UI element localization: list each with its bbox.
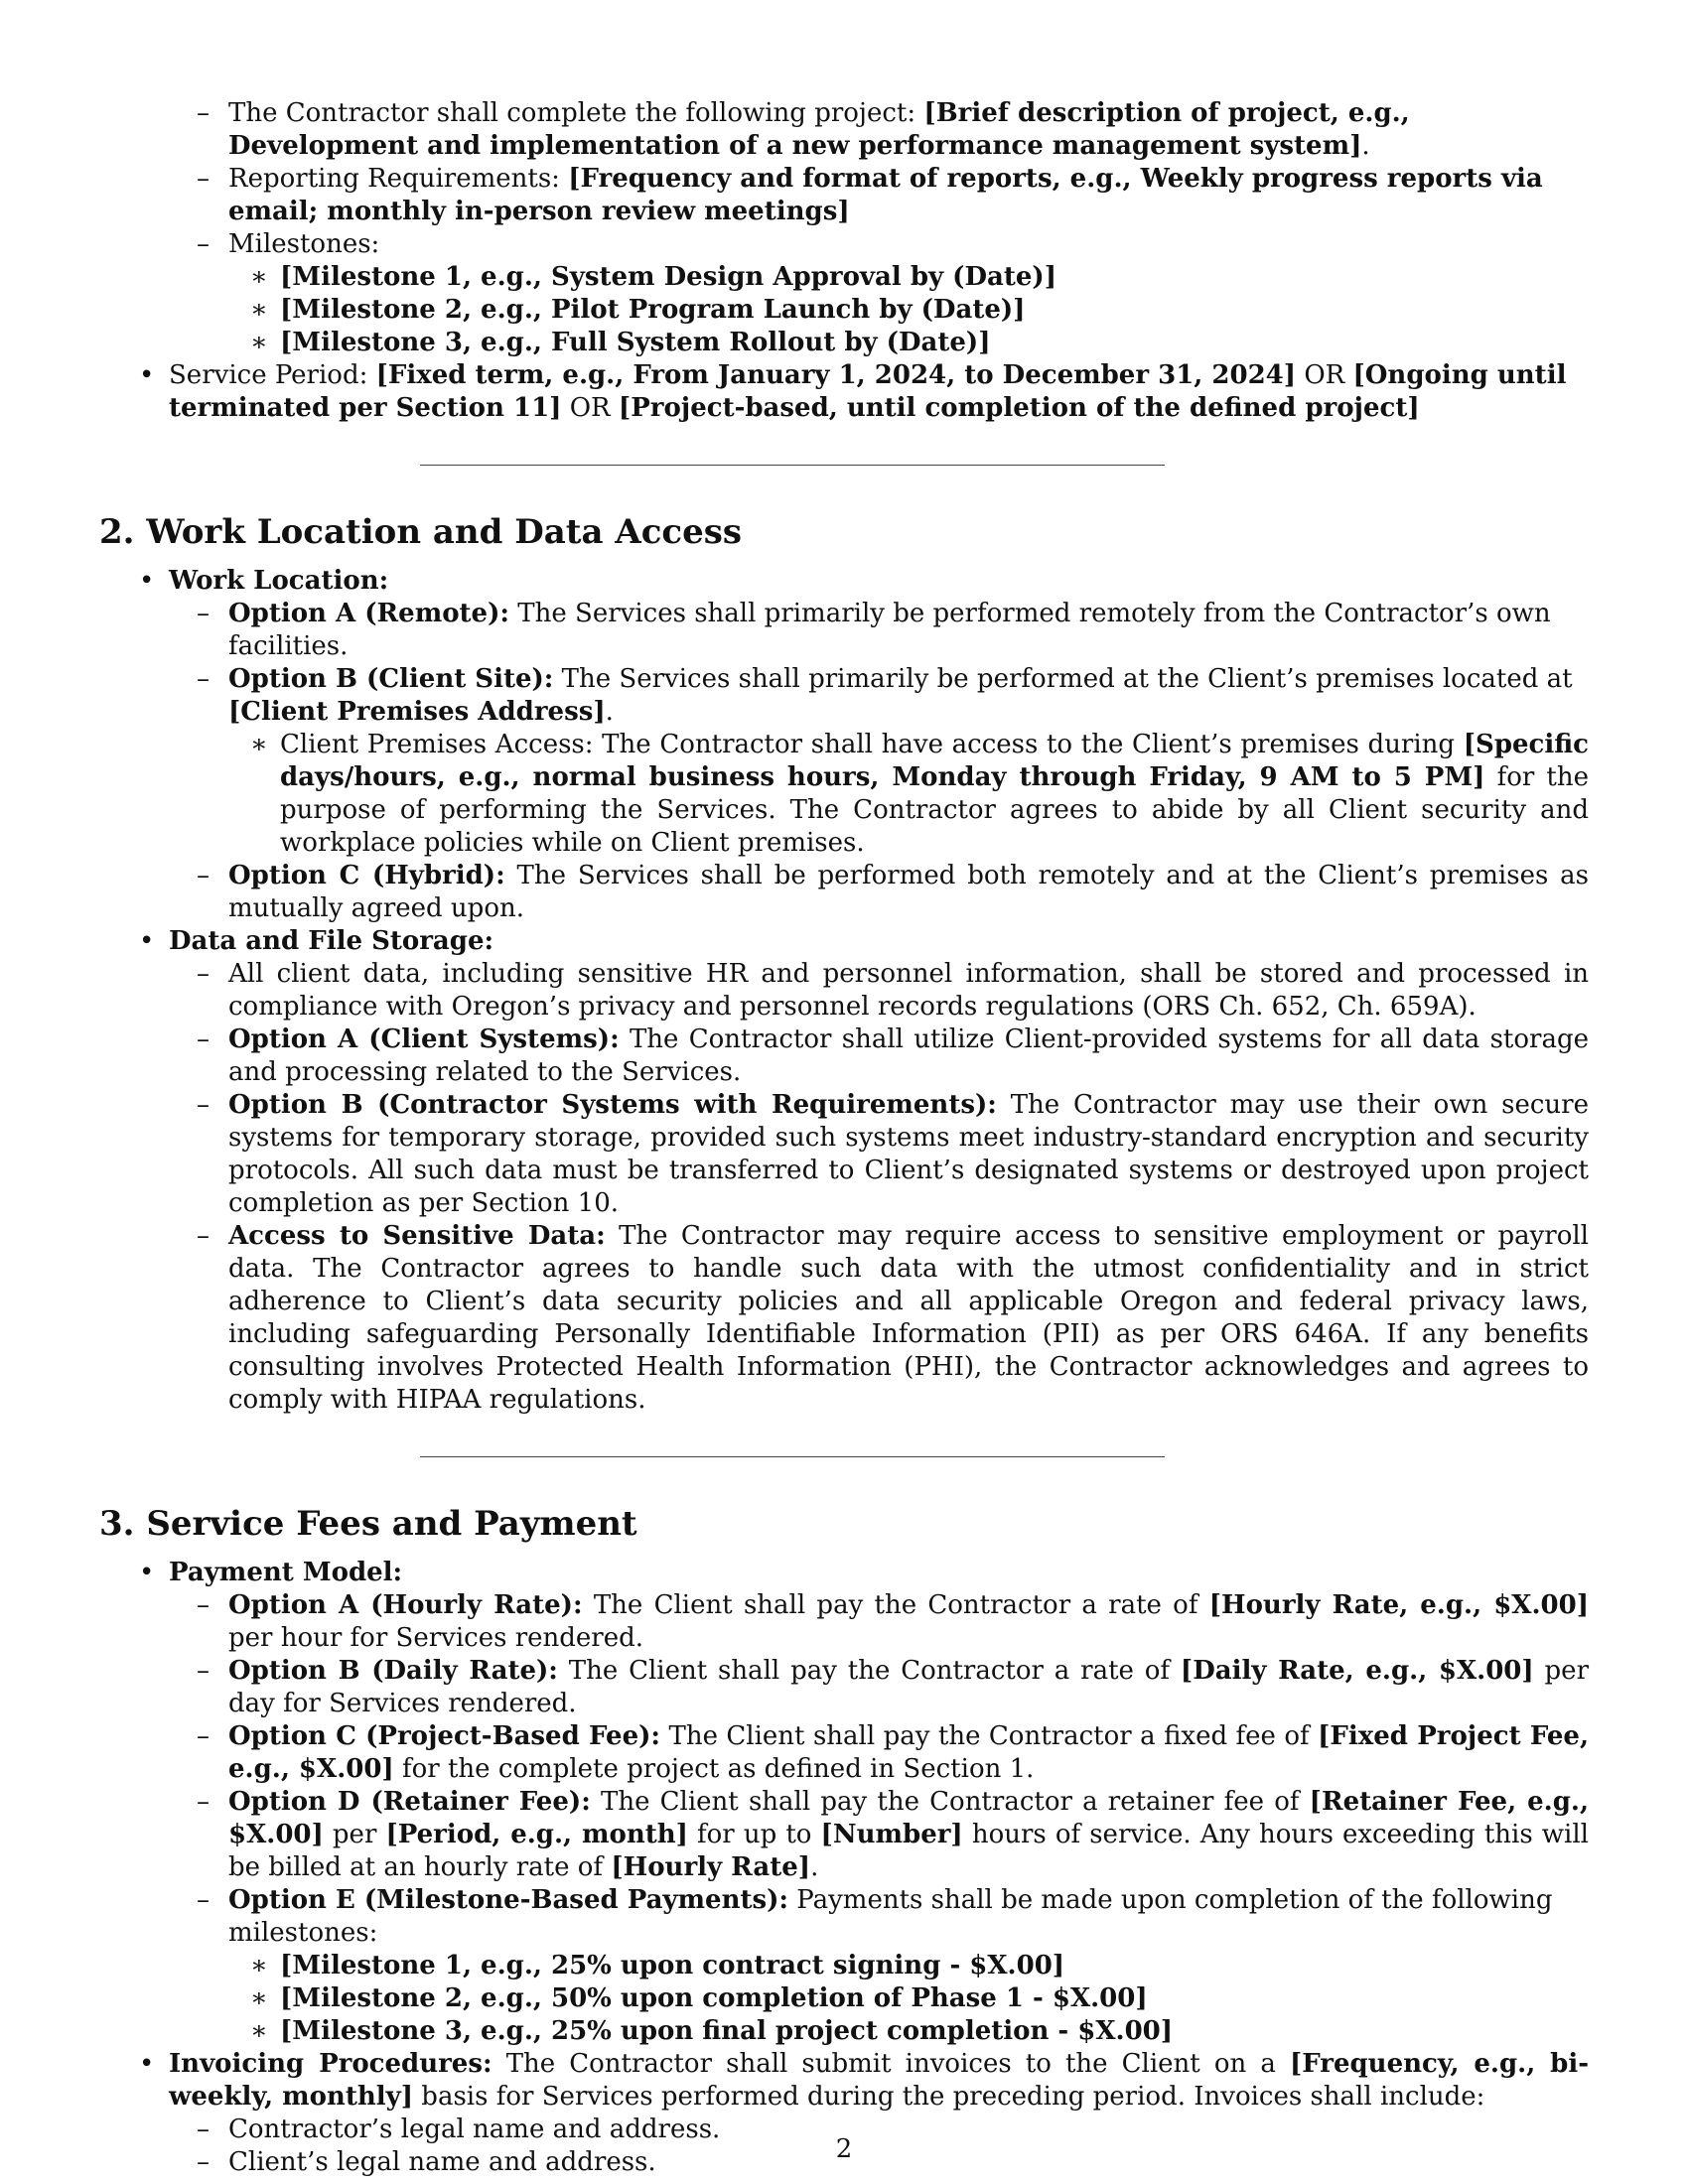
rate-placeholder: [Hourly Rate, e.g., $X.00] — [1208, 1590, 1589, 1620]
milestone-text: [Milestone 2, e.g., 50% upon completion of Phase 1 - $X.00] — [280, 1983, 1148, 2013]
invoicing-label: Invoicing Procedures: — [169, 2049, 492, 2079]
dash-marker: – — [197, 229, 210, 259]
page-number: 2 — [835, 2134, 853, 2164]
option-label: Option B (Client Site): — [228, 664, 554, 694]
milestones-item — [99, 228, 1589, 261]
star-marker: ∗ — [250, 295, 268, 325]
star-marker: ∗ — [250, 262, 268, 292]
payment-milestone — [99, 1950, 1589, 1982]
star-marker: ∗ — [250, 328, 268, 357]
option-end: . — [810, 1852, 819, 1882]
option-label: Access to Sensitive Data: — [228, 1221, 606, 1251]
work-option-a — [99, 598, 1589, 663]
option-text: hours of service. Any hours exceeding this will be billed at an hourly rate of — [228, 1820, 1589, 1882]
option-label: Option C (Project-Based Fee): — [228, 1721, 661, 1751]
option-label: Option E (Milestone-Based Payments): — [228, 1885, 789, 1915]
project-placeholder: [Brief description of project, e.g., Development and implementation of a new performance management system] — [228, 98, 1410, 161]
option-text: The Services shall be performed both remotely and at the Client’s premises as mutually agreed upon. — [228, 861, 1589, 923]
project-item — [99, 97, 1589, 163]
bullet-marker: • — [139, 926, 155, 956]
retainer-placeholder: [Retainer Fee, e.g., $X.00] — [228, 1787, 1590, 1849]
page-content — [99, 97, 1589, 2179]
dash-marker: – — [197, 1721, 210, 1751]
payment-option-b — [99, 1655, 1589, 1720]
dash-marker: – — [197, 1221, 210, 1251]
option-text: The Contractor shall utilize Client-provided systems for all data storage and processing related to the Services. — [228, 1024, 1589, 1087]
option-text: The Client shall pay the Contractor a retainer fee of — [590, 1787, 1310, 1817]
frequency-placeholder: [Frequency, e.g., bi-weekly, monthly] — [169, 2049, 1589, 2112]
service-period-option-c: [Project-based, until completion of the defined project] — [618, 393, 1420, 423]
work-option-b — [99, 663, 1589, 729]
payment-model-item — [99, 1557, 1589, 1589]
option-text: Payments shall be made upon completion of the following milestones: — [228, 1885, 1553, 1948]
dash-marker: – — [197, 599, 210, 628]
or-text: OR — [1296, 360, 1353, 390]
invoicing-end: basis for Services performed during the preceding period. Invoices shall include: — [413, 2082, 1485, 2112]
option-label: Option B (Daily Rate): — [228, 1656, 558, 1686]
option-label: Option C (Hybrid): — [228, 861, 505, 890]
dash-marker: – — [197, 1024, 210, 1054]
invoicing-item — [99, 2048, 1589, 2114]
project-suffix: . — [1361, 131, 1370, 161]
milestone-text: [Milestone 1, e.g., 25% upon contract signing - $X.00] — [280, 1951, 1065, 1980]
payment-milestone — [99, 1982, 1589, 2015]
section-2-heading: 2. Work Location and Data Access — [99, 512, 743, 552]
milestones-label: Milestones: — [228, 229, 380, 259]
client-address-placeholder: [Client Premises Address] — [228, 697, 606, 727]
work-location-label: Work Location: — [169, 566, 389, 596]
storage-option-a — [99, 1024, 1589, 1089]
project-prefix: The Contractor shall complete the following project: — [228, 98, 924, 128]
reporting-placeholder: [Frequency and format of reports, e.g., Weekly progress reports via email; monthly in-person review meetings] — [228, 164, 1543, 226]
dash-marker: – — [197, 164, 210, 194]
bullet-marker: • — [139, 360, 155, 390]
payment-option-a — [99, 1589, 1589, 1655]
payment-option-c — [99, 1720, 1589, 1786]
service-period-option-a: [Fixed term, e.g., From January 1, 2024, to December 31, 2024] — [375, 360, 1297, 390]
period-placeholder: [Period, e.g., month] — [385, 1820, 688, 1849]
star-marker: ∗ — [250, 730, 268, 759]
dash-marker: – — [197, 2147, 210, 2177]
option-label: Option A (Remote): — [228, 599, 509, 628]
section-divider — [420, 465, 1165, 466]
option-label: Option D (Retainer Fee): — [228, 1787, 591, 1817]
milestone-item — [99, 294, 1589, 327]
storage-option-b — [99, 1089, 1589, 1220]
payment-model-label: Payment Model: — [169, 1558, 403, 1587]
dash-marker: – — [197, 1090, 210, 1120]
option-end: per day for Services rendered. — [228, 1656, 1589, 1718]
option-text: The Contractor may require access to sensitive employment or payroll data. The Contractor agrees to handle such data with the utmost confidentiality and in strict adherence to Client’s data security policies and all applicable Oregon and federal privacy laws, including safeguarding Personally Identifiable Information (PII) as per ORS 646A. If any benefits consulting involves Protected Health Information (PHI), the Contractor acknowledges and agrees to comply with HIPAA regulations. — [228, 1221, 1589, 1415]
service-period-item — [99, 359, 1589, 425]
rate-placeholder: [Daily Rate, e.g., $X.00] — [1180, 1656, 1534, 1686]
invoice-requirement-text: Client’s legal name and address. — [228, 2147, 656, 2177]
milestone-text: [Milestone 3, e.g., Full System Rollout by (Date)] — [280, 328, 991, 357]
invoicing-text: The Contractor shall submit invoices to the Client on a — [492, 2049, 1290, 2079]
reporting-prefix: Reporting Requirements: — [228, 164, 569, 194]
option-end: . — [605, 697, 614, 727]
storage-intro-text: All client data, including sensitive HR and personnel information, shall be stored and processed in compliance with Oregon’s privacy and personnel records regulations (ORS Ch. 652, Ch. 659A). — [228, 959, 1589, 1022]
bullet-marker: • — [139, 2049, 155, 2079]
bullet-marker: • — [139, 1558, 155, 1587]
dash-marker: – — [197, 1787, 210, 1817]
star-marker: ∗ — [250, 1951, 268, 1980]
star-marker: ∗ — [250, 2016, 268, 2046]
reporting-item — [99, 163, 1589, 228]
dash-marker: – — [197, 1885, 210, 1915]
star-marker: ∗ — [250, 1983, 268, 2013]
payment-option-e — [99, 1884, 1589, 1950]
option-end: per hour for Services rendered. — [228, 1623, 644, 1653]
dash-marker: – — [197, 664, 210, 694]
option-end: for the complete project as defined in Section 1. — [393, 1754, 1035, 1784]
dash-marker: – — [197, 98, 210, 128]
access-hours-placeholder: [Specific days/hours, e.g., normal business hours, Monday through Friday, 9 AM to 5 PM] — [280, 730, 1589, 792]
storage-intro — [99, 958, 1589, 1024]
option-label: Option A (Client Systems): — [228, 1024, 620, 1054]
service-period-prefix: Service Period: — [169, 360, 376, 390]
sensitive-data-item — [99, 1220, 1589, 1417]
dash-marker: – — [197, 959, 210, 989]
work-location-item — [99, 565, 1589, 598]
option-text: per — [323, 1820, 386, 1849]
milestone-item — [99, 327, 1589, 359]
payment-option-d — [99, 1786, 1589, 1884]
option-text: The Client shall pay the Contractor a fixed fee of — [660, 1721, 1319, 1751]
or-text: OR — [561, 393, 619, 423]
dash-marker: – — [197, 861, 210, 890]
option-text: The Contractor may use their own secure systems for temporary storage, provided such systems meet industry-standard encryption and security protocols. All such data must be transferred to Client’s designated systems or destroyed upon project completion as per Section 10. — [228, 1090, 1589, 1218]
option-text: The Services shall primarily be performed remotely from the Contractor’s own facilities. — [228, 599, 1551, 661]
milestone-text: [Milestone 3, e.g., 25% upon final project completion - $X.00] — [280, 2016, 1174, 2046]
dash-marker: – — [197, 2115, 210, 2144]
access-suffix: for the purpose of performing the Services. The Contractor agrees to abide by all Client security and workplace policies while on Client premises. — [280, 762, 1589, 858]
access-prefix: Client Premises Access: The Contractor shall have access to the Client’s premises during — [280, 730, 1464, 759]
option-text: for up to — [687, 1820, 821, 1849]
dash-marker: – — [197, 1590, 210, 1620]
fee-placeholder: [Fixed Project Fee, e.g., $X.00] — [228, 1721, 1590, 1784]
option-label: Option B (Contractor Systems with Requirements): — [228, 1090, 997, 1120]
work-option-c — [99, 860, 1589, 925]
bullet-marker: • — [139, 566, 155, 596]
option-text: The Services shall primarily be performed at the Client’s premises located at — [553, 664, 1573, 694]
hourly-rate-placeholder: [Hourly Rate] — [611, 1852, 811, 1882]
section-3-heading: 3. Service Fees and Payment — [99, 1504, 637, 1544]
service-period-option-b: [Ongoing until terminated per Section 11] — [169, 360, 1567, 423]
premises-access-item — [99, 729, 1589, 860]
milestone-item — [99, 261, 1589, 294]
storage-label: Data and File Storage: — [169, 926, 494, 956]
option-text: The Client shall pay the Contractor a rate of — [582, 1590, 1209, 1620]
option-label: Option A (Hourly Rate): — [228, 1590, 583, 1620]
storage-item — [99, 925, 1589, 958]
dash-marker: – — [197, 1656, 210, 1686]
milestone-text: [Milestone 2, e.g., Pilot Program Launch by (Date)] — [280, 295, 1026, 325]
option-text: The Client shall pay the Contractor a rate of — [557, 1656, 1181, 1686]
number-placeholder: [Number] — [820, 1820, 963, 1849]
payment-milestone — [99, 2015, 1589, 2048]
milestone-text: [Milestone 1, e.g., System Design Approval by (Date)] — [280, 262, 1057, 292]
invoice-requirement-text: Contractor’s legal name and address. — [228, 2115, 721, 2144]
section-divider — [420, 1456, 1165, 1457]
